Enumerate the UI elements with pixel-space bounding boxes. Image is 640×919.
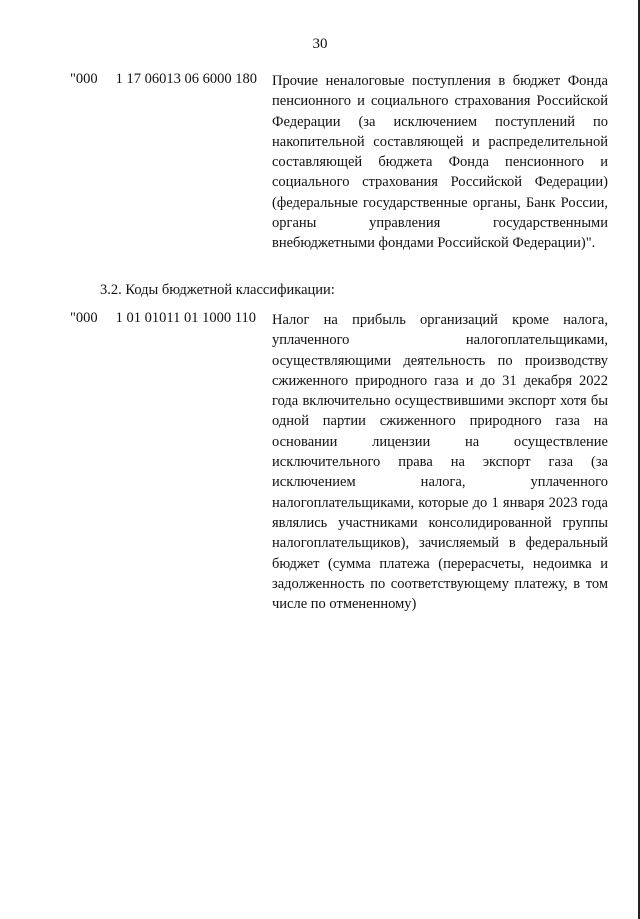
section-heading: 3.2. Коды бюджетной классификации: <box>100 282 335 298</box>
budget-code-description: Прочие неналоговые поступления в бюджет Фонда пенсионного и социального страхования Российской Федерации (за исключением поступлений по накопительной составляющей и распределительной составляющей бюджета Фонда пенсионного и социального страхования Российской Федерации) (федеральные государственные органы, Банк России, органы управления государственными внебюджетными фондами Российской Федерации)". <box>272 73 608 252</box>
quote-prefix: "000 <box>70 310 98 326</box>
budget-code <box>70 71 257 88</box>
budget-code-value: 1 01 01011 01 1000 110 <box>115 310 256 326</box>
quote-prefix: "000 <box>70 71 98 87</box>
page-number: 30 <box>312 36 328 52</box>
budget-code-description: Налог на прибыль организаций кроме налога, уплаченного налогоплательщиками, осуществляющими деятельность по производству сжиженного природного газа и до 31 декабря 2022 года включительно осуществившими экспорт хотя бы одной партии сжиженного природного газа на основании лицензии на осуществление исключительного права на экспорт газа (за исключением налога, уплаченного налогоплательщиками, которые до 1 января 2023 года являлись участниками консолидированной группы налогоплательщиков), зачисляемый в федеральный бюджет (сумма платежа (перерасчеты, недоимка и задолженность по соответствующему платежу, в том числе по отмененному) <box>272 312 608 613</box>
budget-code-value: 1 17 06013 06 6000 180 <box>115 71 258 87</box>
budget-code <box>70 310 256 327</box>
